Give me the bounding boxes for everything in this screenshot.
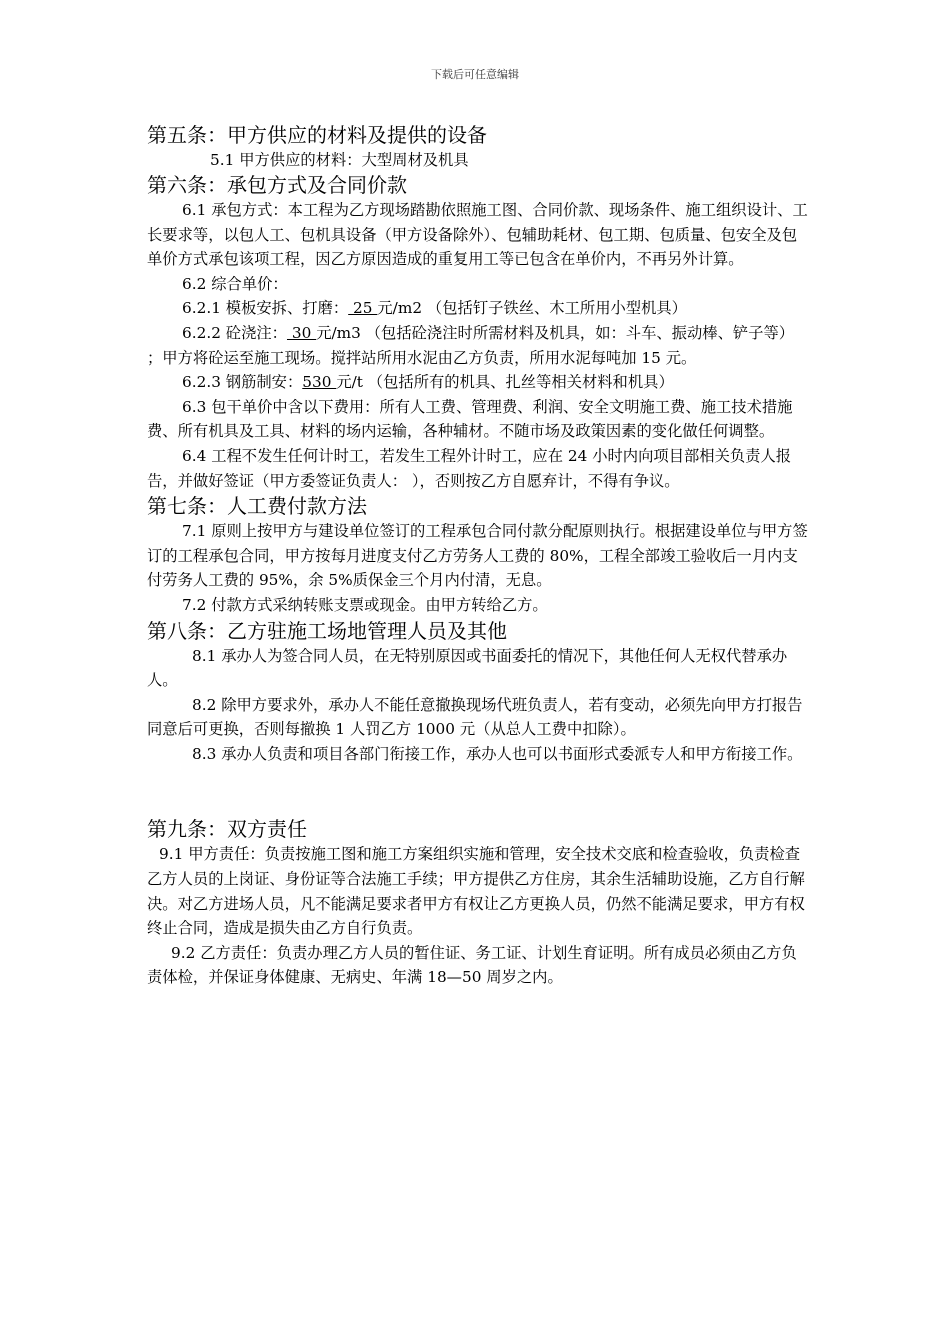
clause-6-2-3-label: 6.2.3 钢筋制安： xyxy=(182,373,303,392)
clause-6-2-2-rest: 元/m3 （包括砼浇注时所需材料及机具，如：斗车、振动棒、铲子等） ；甲方将砼运至施工现场。搅拌站所用水泥由乙方负责，所用水泥每吨加 15 元。 xyxy=(147,323,795,367)
concrete-price: 30 xyxy=(286,323,317,342)
clause-6-4: 6.4 工程不发生任何计时工，若发生工程外计时工，应在 24 小时内向项目部相关负责人报告，并做好签证（甲方委签证负责人： ），否则按乙方自愿弃计，不得有争议。 xyxy=(147,446,792,490)
spacer xyxy=(147,766,812,816)
section-8-title: 第八条：乙方驻施工场地管理人员及其他 xyxy=(147,618,507,643)
clause-9-2: 9.2 乙方责任：负责办理乙方人员的暂住证、务工证、计划生育证明。所有成员必须由乙方负责体检，并保证身体健康、无病史、年满 18—50 周岁之内。 xyxy=(147,943,797,987)
clause-6-2-1-rest: 元/m2 （包括钉子铁丝、木工所用小型机具） xyxy=(377,299,687,318)
clause-6-2-3-rest: 元/t （包括所有的机具、扎丝等相关材料和机具） xyxy=(336,373,674,392)
clause-5-1: 5.1 甲方供应的材料：大型周材及机具 xyxy=(210,151,469,169)
clause-8-3: 8.3 承办人负责和项目各部门衔接工作，承办人也可以书面形式委派专人和甲方衔接工作。 xyxy=(192,744,803,763)
formwork-price: 25 xyxy=(348,299,378,318)
clause-6-2: 6.2 综合单价： xyxy=(182,274,288,293)
clause-9-1: 9.1 甲方责任：负责按施工图和施工方案组织实施和管理，安全技术交底和检查验收，负责检查乙方人员的上岗证、身份证等合法施工手续；甲方提供乙方住房，其余生活辅助设施，乙方自行解决。对乙方进场人员，凡不能满足要求者甲方有权让乙方更换人员，仍然不能满足要求，甲方有权终止合同，造成是损失由乙方自行负责。 xyxy=(147,845,805,938)
section-9-title: 第九条：双方责任 xyxy=(147,817,307,842)
clause-6-1: 6.1 承包方式：本工程为乙方现场踏勘依照施工图、合同价款、现场条件、施工组织设计、工长要求等，以包人工、包机具设备（甲方设备除外）、包辅助耗材、包工期、包质量、包安全及包单价方式承包该项工程，因乙方原因造成的重复用工等已包含在单价内，不再另外计算。 xyxy=(147,201,808,269)
clause-7-1: 7.1 原则上按甲方与建设单位签订的工程承包合同付款分配原则执行。根据建设单位与甲方签订的工程承包合同，甲方按每月进度支付乙方劳务人工费的 80%，工程全部竣工验收后一月内支付劳务人工费的 95%，余 5%质保金三个月内付清，无息。 xyxy=(147,522,808,590)
clause-6-2-1 xyxy=(147,296,812,321)
clause-8-2: 8.2 除甲方要求外，承办人不能任意撤换现场代班负责人，若有变动，必须先向甲方打报告同意后可更换，否则每撤换 1 人罚乙方 1000 元（从总人工费中扣除）。 xyxy=(147,695,803,739)
rebar-price: 530 xyxy=(302,373,337,392)
clause-6-2-3 xyxy=(147,370,812,395)
section-7-title: 第七条：人工费付款方法 xyxy=(147,494,367,519)
clause-6-2-2-label: 6.2.2 砼浇注： xyxy=(182,323,287,342)
clause-7-2: 7.2 付款方式采纳转账支票或现金。由甲方转给乙方。 xyxy=(182,595,548,614)
clause-6-2-2 xyxy=(147,321,812,370)
section-6-title: 第六条：承包方式及合同价款 xyxy=(147,173,407,197)
section-5-title: 第五条：甲方供应的材料及提供的设备 xyxy=(147,123,487,147)
page-header: 下载后可任意编辑 xyxy=(431,68,519,81)
clause-8-1: 8.1 承办人为签合同人员，在无特别原因或书面委托的情况下，其他任何人无权代替承办人。 xyxy=(147,646,788,690)
clause-6-2-1-label: 6.2.1 模板安拆、打磨： xyxy=(182,299,349,318)
document-body xyxy=(147,122,812,990)
clause-6-3: 6.3 包干单价中含以下费用：所有人工费、管理费、利润、安全文明施工费、施工技术措施费、所有机具及工具、材料的场内运输，各种辅材。不随市场及政策因素的变化做任何调整。 xyxy=(147,397,793,441)
